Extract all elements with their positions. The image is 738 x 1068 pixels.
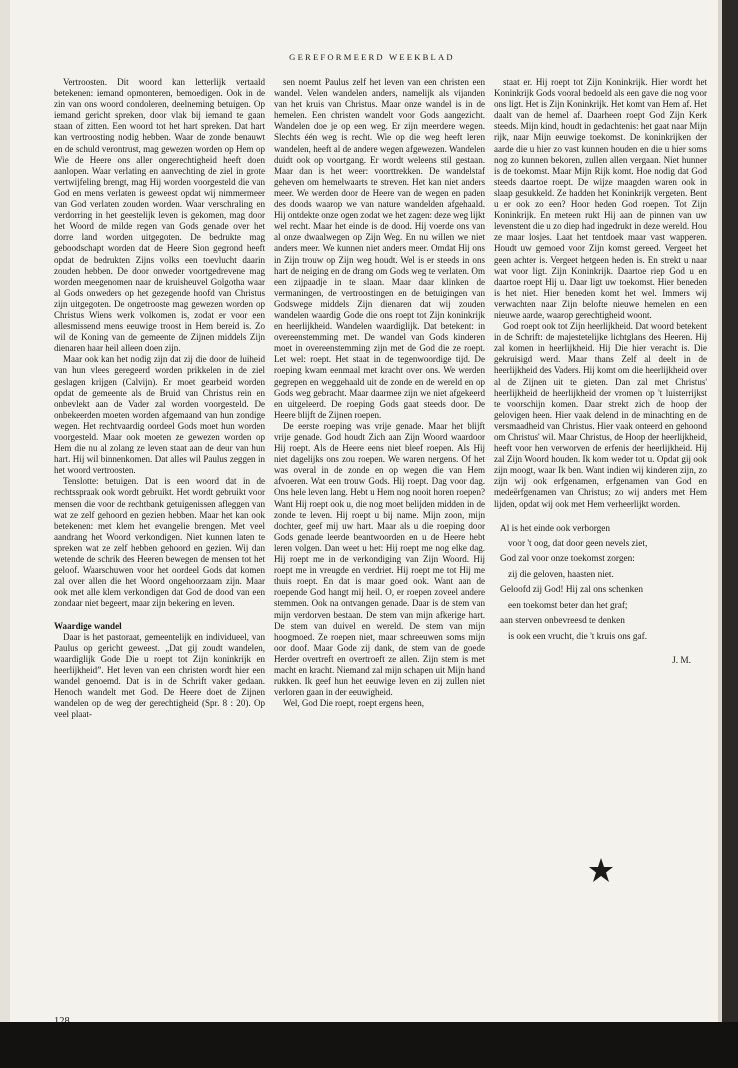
- paragraph: sen noemt Paulus zelf het leven van een christen een wandel. Velen wandelen anders, namelijk als vijanden van het kruis van Christus. Maar onze wandel is in de hemelen. Een christen wandelt voor Gods aangezicht. Wandelen doe je op een weg. Er zijn meerdere wegen. Slechts één weg is recht. Wie op die weg heeft leren wandelen, heeft al de andere wegen afgewezen. Wandelen duidt ook op voortgang. Er wordt weleens stil gestaan. Maar dan is het weer: voorttrekken. De wandelstaf geheven om hemelwaarts te streven. Het kan niet anders meer. We werden door de Heere van de wegen en paden des doods waarop we van nature wandelden afgehaald. Hij ontdekte onze ogen zodat we het zagen: deze weg lijkt wel recht. Maar het einde is de dood. Hij voerde ons van al onze dwaalwegen op Zijn Weg. En nu willen we niet anders meer. We kunnen niet anders meer. Omdat Hij ons in Zijn trouw op Zijn weg houdt. Wel is er steeds in ons hart de neiging en de drang om Gods weg te verlaten. Om een zijpaadje in te slaan. Maar daar klinken de vermaningen, de vertroostingen en de betuigingen van Godswege middels Zijn dienaren dat wij zouden wandelen waardig Gode die ons roept tot Zijn koninkrijk en heerlijkheid. Wandelen waardiglijk. Dat betekent: in overeenstemming met. De wandel van Gods kinderen moet in overeenstemming zijn met de God die ze roept. Let wel: roept. Het staat in de tegenwoordige tijd. De roeping kwam eenmaal met kracht over ons. We werden gegrepen en weggehaald uit de zonde en de wereld en op Gods weg gebracht. Maar daarmee zijn we niet afgekeerd en uitgeleerd. De roeping Gods gaat steeds door. De Heere blijft de Zijnen roepen.: [274, 77, 486, 420]
- paragraph: Vertroosten. Dit woord kan letterlijk vertaald betekenen: iemand opmonteren, bemoedigen. Ook in de zin van ons woord condoleren, deelneming betuigen. Op iemand gericht spreken, door vlak bij iemand te gaan staan of zitten. Een woord tot het hart spreken. Dat hart kan vertroosting nodig hebben. Waar de zonde benauwt en de schuld verontrust, mag gewezen worden op Hem op Wie de Heere ons aller ongerechtigheid heeft doen aanlopen. Waar verlating en aanvechting de ziel in grote vertwijfeling brengt, mag Hij worden voorgesteld die van God en mens verlaten is geweest opdat wij nimmermeer van God verlaten zouden worden. Waar verschraling en verdorring in het geestelijk leven is gekomen, mag door het Woord de milde regen van Gods genade over het dorre land worden uitgegoten. De bedrukte mag geboodschapt worden dat de Heere Sion gegrond heeft opdat de bedrukten Zijns volks een toevlucht daarin zouden hebben. De door onweder voortgedrevene mag worden meegenomen naar de kruisheuvel Golgotha waar al Gods onweders op het gezegende hoofd van Christus zijn uitgegoten. De ongetrooste mag gewezen worden op Christus Wiens werk volkomen is, zodat er voor een allesmissend mens eeuwige troost in Hem bereid is. Zo wil de Koning van de gemeente de Zijnen middels Zijn dienaren haar heil alleen doen zijn.: [54, 77, 265, 354]
- bottom-band: [0, 1022, 738, 1068]
- poem-line: voor 't oog, dat door geen nevels ziet,: [508, 539, 648, 550]
- paragraph: Daar is het pastoraat, gemeentelijk en individueel, van Paulus op gericht geweest. „Dat gij zoudt wandelen, waardiglijk Gode Die u roept tot Zijn koninkrijk en heerlijkheid”. Het leven van een christen wordt hier een wandel genoemd. Dat is in de Schrift vaker gedaan. Henoch wandelt met God. De Heere doet de Zijnen wandelen op de weg der gerechtigheid (Spr. 8 : 20). Op veel plaat-: [54, 631, 265, 720]
- running-header: GEREFORMEERD WEEKBLAD: [289, 52, 455, 62]
- poem-line: aan sterven onbevreesd te denken: [500, 616, 625, 627]
- section-heading: Waardige wandel: [54, 620, 122, 631]
- paragraph: staat er. Hij roept tot Zijn Koninkrijk. Hier wordt het Koninkrijk Gods vooral bedoeld als een gave die nog voor ons ligt. Het is Zijn Koninkrijk. Het komt van Hem af. Het daalt van de hemel af. Daarheen roept God Zijn Kerk steeds. Mijn kind, houdt in gedachtenis: het gaat naar Mijn rijk, naar Mijn eeuwige toekomst. De koninkrijken der aarde die u hier zo vast kunnen houden en die u hier soms nog zo kunnen bekoren, zullen allen vergaan. Niet hunner is de toekomst. Maar Mijn Rijk komt. Hoe nodig dat God steeds daartoe roept. De wijze maagden waren ook in slaap gesukkeld. Ze hadden het Koninkrijk vergeten. Bent u er ook zo een? Hoor heden God roepen. Tot Zijn Koninkrijk. En meteen rukt Hij aan de pinnen van uw levenstent die u zo diep had ingedrukt in deze wereld. Hou ze maar losjes. Laat het tentdoek maar vast wapperen. Houdt uw gemoed voor Zijn komst gereed. Vergeet het geen achter is. Vergeet hetgeen heden is. En strekt u naar wat voor ligt. Zijn Koninkrijk. Daartoe riep God u en daartoe roept Hij u. Daar ligt uw toekomst. Hier beneden is het niet. Hier beneden komt het wel. Immers wij verwachten naar Zijn belofte nieuwe hemelen en een nieuwe aarde, waarop gerechtigheid woont.: [494, 77, 707, 320]
- paragraph: De eerste roeping was vrije genade. Maar het blijft vrije genade. God houdt Zich aan Zijn Woord waardoor Hij roept. Als de Heere eens niet bleef roepen. Als Hij niet dagelijks ons zou roepen. We waren nergens. Of het was overal in de zonde en op wegen die van Hem afvoeren. Wat een trouw Gods. Hij roept. Dag voor dag. Ons hele leven lang. Hebt u Hem nog nooit horen roepen? Want Hij roept ook u, die nog moet belijden midden in de zonde te leven. Hij roept u bij name. Mijn zoon, mijn dochter, geef mij uw hart. Maar als u die roeping door Gods genade leerde beantwoorden en u de Heere hebt leren volgen. Dan weet u het: Hij roept me nog elke dag. Hij roept me in de verkondiging van Zijn Woord. Hij roept me in vreugde en verdriet. Hij roept me tot Hij me thuis roept. En dat is maar goed ook. Want aan de roepende God hangt mij heil. O, er roepen zoveel andere stemmen. Ook na ontvangen genade. Daar is de stem van mijn verdorven bestaan. De stem van mijn afkerige hart. De stem van duivel en wereld. De stem van mijn hoogmoed. Ze roepen niet, maar schreeuwen soms mijn oor doof. Maar Gode zij dank, de stem van de goede Herder overtreft en overtroeft ze allen. Zijn stem is met macht en kracht. Niemand zal mijn schapen uit Mijn hand rukken. Ik geef hun het eeuwige leven en zij zullen niet verloren gaan in der eeuwigheid.: [274, 420, 485, 698]
- page-edge-left: [0, 0, 10, 1068]
- paragraph: Maar ook kan het nodig zijn dat zij die door de luiheid van hun vlees geregeerd worden prikkelen in de ziel geslagen krijgen (Calvijn). Er moet gearbeid worden opdat de gemeente als de Bruid van Christus rein en onbevlekt aan de Vader zal worden voorgesteld. De onbekeerden moeten worden afgemaand van hun zondige wegen. Het rechtvaardig oordeel Gods moet hun worden voorgesteld. Maar ook moeten ze gewezen worden op Hem die nu al zolang ze leven staat aan de deur van hun hart. Hij wil binnenkomen. Dat alles wil Paulus zeggen in het woord vertroosten.: [54, 354, 265, 476]
- column-middle: [274, 77, 485, 709]
- author-signature: J. M.: [672, 655, 691, 666]
- poem-line: God zal voor onze toekomst zorgen:: [500, 554, 635, 565]
- poem-line: Al is het einde ook verborgen: [500, 523, 611, 534]
- paragraph: Tenslotte: betuigen. Dat is een woord dat in de rechtsspraak ook wordt gebruikt. Het wordt gebruikt voor mensen die voor de rechtbank getuigenissen afleggen van wat ze zelf gehoord en gezien hebben. Maar het kan ook betekenen: met klem het evangelie brengen. Met veel aandrang het Woord verkondigen. Niet kunnen laten te spreken wat ze zelf hebben gehoord en gezien. Wij dan wetende de schrik des Heeren bewegen de mensen tot het geloof. Waarschuwen voor het oordeel Gods dat komen zal over allen die het Woord ongehoorzaam zijn. Maar ook met alle klem verkondigen dat God de dood van een zondaar niet begeert, maar zijn bekering en leven.: [54, 476, 265, 609]
- poem-line: is ook een vrucht, die 't kruis ons gaf.: [508, 631, 648, 642]
- paragraph: God roept ook tot Zijn heerlijkheid. Dat woord betekent in de Schrift: de majestetelijke lichtglans des Heeren. Hij zal komen in heerlijkheid. Hij Die hier veracht is. Die gekruisigd werd. Maar thans Zelf al deelt in de heerlijkheid des Vaders. Hij komt om die heerlijkheid over al de Zijnen uit te gieten. Dan zal met Christus' heerlijkheid de heerlijkheid der vromen op 't luisterrijkst te voorschijn komen. Daar strekt zich de hoop der gelovigen heen. Hier vaak delend in de minachting en de versmaadheid van Christus. Hier vaak onteerd en gehoond om Christus' wil. Maar Christus, de Hoop der heerlijkheid, heeft voor hen verworven de erfenis der heerlijkheid. Hij zal Zijn Woord houden. Ik kom weder tot u. Opdat gij ook zijn moogt, waar Ik ben. Want indien wij kinderen zijn, zo zijn wij ook erfgenamen, erfgenamen van God en medeërfgenamen van Christus; zo wij anders met Hem lijden, opdat wij ook met Hem verheerlijkt worden.: [494, 321, 707, 509]
- poem-line: een toekomst beter dan het graf;: [508, 600, 628, 611]
- star-ornament-icon: [588, 857, 614, 883]
- poem-line: zij die geloven, haasten niet.: [508, 569, 614, 580]
- page-edge-right: [722, 0, 738, 1068]
- poem: [494, 522, 707, 645]
- column-right: [494, 77, 707, 667]
- poem-line: Geloofd zij God! Hij zal ons schenken: [500, 585, 644, 596]
- column-left: [54, 77, 265, 720]
- paragraph: Wel, God Die roept, roept ergens heen,: [283, 698, 425, 709]
